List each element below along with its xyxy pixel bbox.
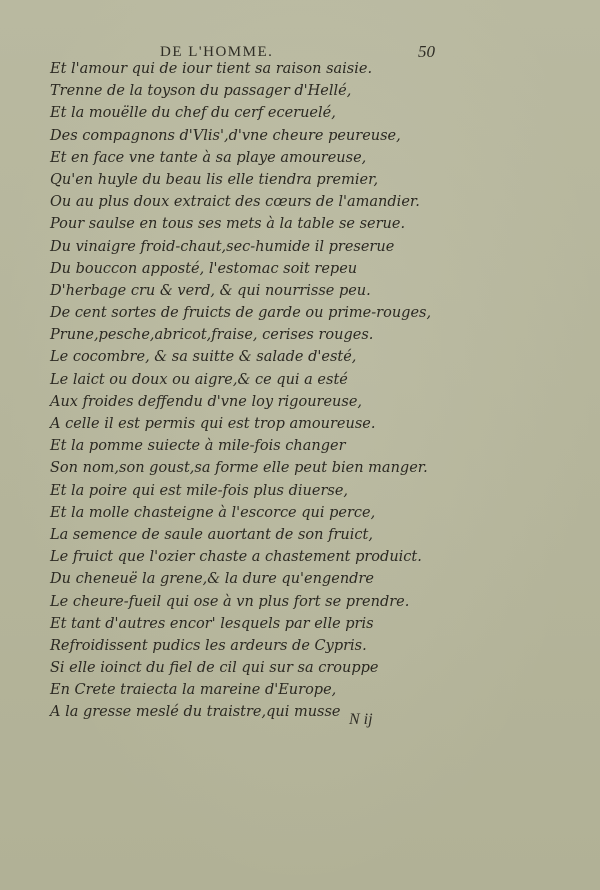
verse-line: Et tant d'autres encor' lesquels par elle pris bbox=[50, 615, 374, 632]
verse-line: Le fruict que l'ozier chaste a chastement produict. bbox=[50, 549, 422, 566]
verse-line: Aux froides deffendu d'vne loy rigoureuse, bbox=[50, 393, 363, 410]
verse-line: Le cocombre, & sa suitte & salade d'esté, bbox=[50, 349, 357, 366]
verse-line: Et en face vne tante à sa playe amoureuse, bbox=[50, 149, 367, 166]
verse-line: Et la poire qui est mile-fois plus diuerse, bbox=[50, 482, 349, 499]
verse-line: Du cheneuë la grene,& la dure qu'engendre bbox=[50, 571, 374, 588]
page-number: 50 bbox=[418, 42, 435, 61]
verse-line: Le laict ou doux ou aigre,& ce qui a esté bbox=[50, 371, 348, 388]
verse-line: Pour saulse en tous ses mets à la table se serue. bbox=[50, 216, 406, 233]
verse-line: Du bouccon apposté, l'estomac soit repeu bbox=[50, 260, 358, 277]
verse-line: Prune,pesche,abricot,fraise, cerises rouges. bbox=[50, 327, 374, 344]
verse-line: Et la pomme suiecte à mile-fois changer bbox=[50, 438, 346, 455]
verse-line: Ou au plus doux extraict des cœurs de l'amandier. bbox=[50, 194, 420, 211]
verse-line: A celle il est permis qui est trop amoureuse. bbox=[50, 416, 376, 432]
verse-line: La semence de saule auortant de son fruict, bbox=[50, 526, 373, 543]
verse-line: Son nom,son goust,sa forme elle peut bien manger. bbox=[50, 460, 428, 477]
verse-line: Qu'en huyle du beau lis elle tiendra premier, bbox=[50, 171, 379, 188]
verse-line: Et l'amour qui de iour tient sa raison saisie. bbox=[50, 61, 373, 77]
signature-mark: N ij bbox=[349, 711, 373, 728]
verse-line: D'herbage cru & verd, & qui nourrisse peu. bbox=[50, 282, 371, 299]
verse-line: Du vinaigre froid-chaut,sec-humide il preserue bbox=[50, 238, 395, 255]
verse-line: A la gresse meslé du traistre,qui musse bbox=[50, 704, 341, 721]
verse-text bbox=[50, 58, 550, 724]
verse-line: Et la mouëlle du chef du cerf eceruelé, bbox=[50, 105, 336, 122]
verse-line: Refroidissent pudics les ardeurs de Cypris. bbox=[50, 637, 367, 654]
verse-line: Et la molle chasteigne à l'escorce qui perce, bbox=[50, 504, 376, 521]
verse-line: En Crete traiecta la mareine d'Europe, bbox=[50, 682, 337, 699]
verse-line: Trenne de la toyson du passager d'Hellé, bbox=[50, 83, 352, 100]
verse-line: Des compagnons d'Vlis',d'vne cheure peureuse, bbox=[50, 127, 401, 144]
verse-line: Le cheure-fueil qui ose à vn plus fort se prendre. bbox=[50, 593, 410, 610]
verse-line: Si elle ioinct du fiel de cil qui sur sa crouppe bbox=[50, 660, 379, 677]
verse-line: De cent sortes de fruicts de garde ou prime-rouges, bbox=[50, 305, 432, 322]
running-head: DE L'HOMME. bbox=[160, 44, 274, 60]
